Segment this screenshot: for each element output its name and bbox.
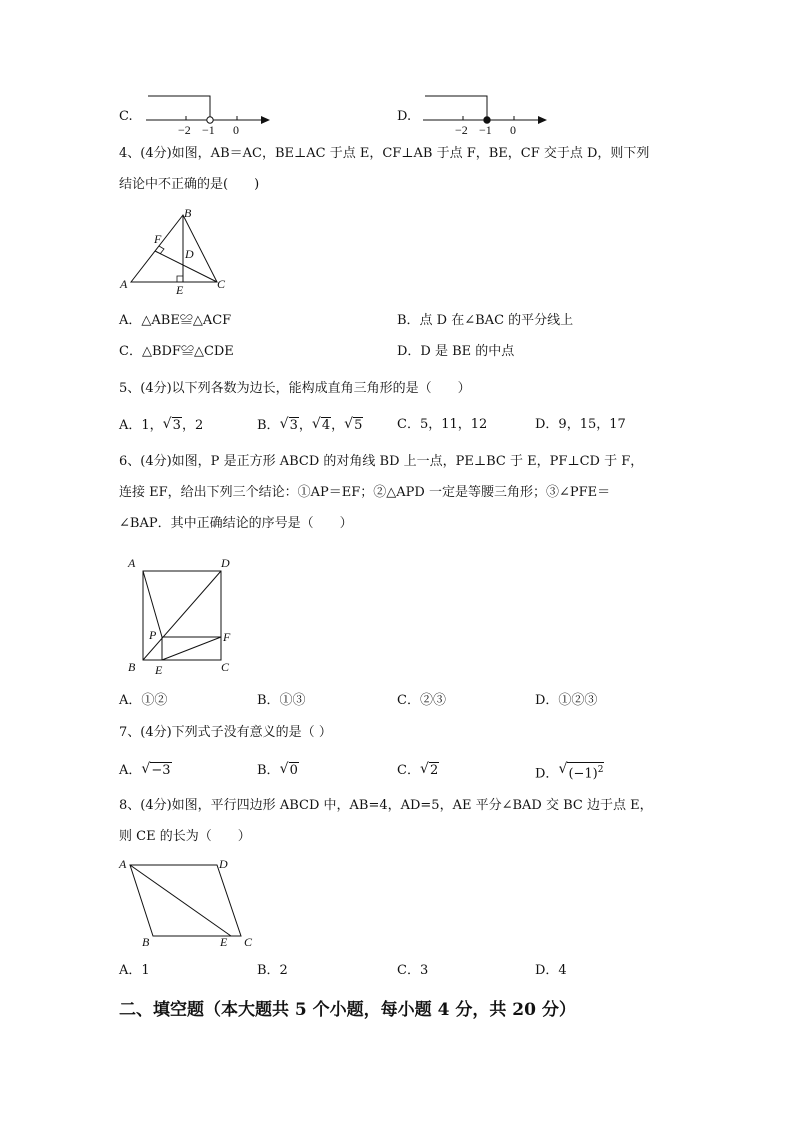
sqrt-symbol: √ $(-1)^2$ [558, 761, 604, 782]
q5-b-radicand-3: 5 [354, 418, 363, 433]
q7-b-label: B． [257, 763, 280, 778]
q3-number-line-c [140, 92, 280, 136]
q6-option-d: D．①②③ [535, 693, 598, 708]
q5-b-radicand-1: 3 [289, 418, 298, 433]
q7-c-label: C． [397, 763, 420, 778]
q7-d-label: D． [535, 766, 559, 782]
tick-label: −2 [455, 123, 468, 137]
sqrt-symbol: √ 0 [279, 761, 298, 778]
tick-label: −1 [479, 123, 492, 137]
sqrt-symbol: √ 3 [279, 416, 298, 433]
q3-option-d-label: D. [397, 109, 412, 124]
q7-stem: 7、(4分)下列式子没有意义的是（ ） [119, 725, 332, 740]
fig-label-d: D [219, 857, 228, 871]
sqrt-symbol: √ 5 [344, 416, 363, 433]
q6-stem-line1: 6、(4分)如图，P 是正方形 ABCD 的对角线 BD 上一点，PE⊥BC 于 E，PF⊥CD 于 F， [119, 454, 644, 469]
q5-a-radicand: 3 [172, 418, 181, 433]
q5-a-suffix: ，2 [181, 418, 204, 433]
q7-c-radicand: 2 [429, 763, 439, 778]
q4-option-d: D．D 是 BE 的中点 [397, 344, 515, 359]
sqrt-symbol: √ 2 [419, 761, 439, 778]
tick-label: −2 [178, 123, 191, 137]
q6-option-c: C．②③ [397, 693, 446, 708]
tick-label: −1 [202, 123, 215, 137]
q4-option-b: B．点 D 在∠BAC 的平分线上 [397, 313, 574, 328]
fig-label-e: E [220, 935, 228, 949]
q3-number-line-d [417, 92, 557, 136]
sqrt-symbol: √ 4 [311, 416, 331, 433]
q5-stem: 5、(4分)以下列各数为边长，能构成直角三角形的是（ ） [119, 381, 471, 396]
fig-label-e: E [176, 283, 184, 297]
fig-label-a: A [120, 277, 128, 291]
q7-a-radicand: −3 [151, 763, 171, 778]
section-heading: 二、填空题（本大题共 5 个小题，每小题 4 分，共 20 分） [119, 1000, 576, 1020]
fig-label-f: F [154, 232, 162, 246]
q4-stem-line1: 4、(4分)如图，AB＝AC，BE⊥AC 于点 E，CF⊥AB 于点 F，BE，CF 交于点 D，则下列 [119, 146, 650, 161]
q7-b-radicand: 0 [289, 763, 298, 778]
fig-label-b: B [128, 660, 136, 674]
fig-label-c: C [217, 277, 226, 291]
q7-a-label: A． [119, 763, 142, 778]
q5-option-d: D．9，15，17 [535, 417, 626, 432]
tick-label: 0 [233, 123, 239, 137]
q5-option-c: C．5，11，12 [397, 417, 488, 432]
fig-label-e: E [155, 663, 163, 677]
q5-a-prefix: A．1， [119, 418, 163, 433]
q8-option-a: A．1 [119, 963, 150, 978]
q8-stem-line1: 8、(4分)如图，平行四边形 ABCD 中，AB=4，AD=5，AE 平分∠BAD 交 BC 边于点 E， [119, 798, 653, 813]
fig-label-b: B [184, 206, 192, 220]
q7-d-radicand: (−1) [568, 766, 598, 782]
fig-label-d: D [221, 556, 230, 570]
sqrt-symbol: √ −3 [141, 761, 171, 778]
q7-option-a [119, 762, 172, 779]
sqrt-symbol: √ 3 [162, 416, 181, 433]
fig-label-f: F [223, 630, 231, 644]
q8-stem-line2: 则 CE 的长为（ ） [119, 829, 251, 844]
fig-label-a: A [128, 556, 136, 570]
q7-option-c [397, 762, 439, 779]
q6-stem-line2: 连接 EF，给出下列三个结论：①AP＝EF；②△APD 一定是等腰三角形；③∠PFE＝ [119, 485, 611, 500]
q5-option-a [119, 417, 203, 434]
q5-b-prefix: B． [257, 418, 280, 433]
q7-option-d [535, 762, 604, 782]
fig-label-c: C [221, 660, 230, 674]
q6-stem-line3: ∠BAP．其中正确结论的序号是（ ） [119, 516, 353, 531]
q4-option-c: C．△BDF≌△CDE [119, 344, 234, 359]
q7-option-b [257, 762, 299, 779]
tick-label: 0 [510, 123, 516, 137]
q8-parallelogram-figure [118, 856, 268, 952]
fig-label-a: A [119, 857, 127, 871]
q3-option-c-label: C. [119, 109, 133, 124]
q5-b-radicand-2: 4 [321, 418, 331, 433]
q6-square-figure [124, 554, 244, 680]
q8-option-d: D．4 [535, 963, 567, 978]
fig-label-b: B [142, 935, 150, 949]
fig-label-d: D [185, 247, 194, 261]
q8-option-c: C．3 [397, 963, 429, 978]
q4-stem-line2: 结论中不正确的是( ) [119, 177, 260, 192]
q4-option-a: A．△ABE≌△ACF [119, 313, 232, 328]
q5-option-b: B． √ 3， √ 4， √ 5 [257, 416, 363, 433]
fig-label-p: P [149, 628, 157, 642]
q8-option-b: B．2 [257, 963, 288, 978]
q7-d-exponent: 2 [597, 765, 604, 775]
fig-label-c: C [244, 935, 253, 949]
q6-option-b: B．①③ [257, 693, 306, 708]
q4-triangle-figure [118, 208, 238, 298]
q6-option-a: A．①② [119, 693, 168, 708]
